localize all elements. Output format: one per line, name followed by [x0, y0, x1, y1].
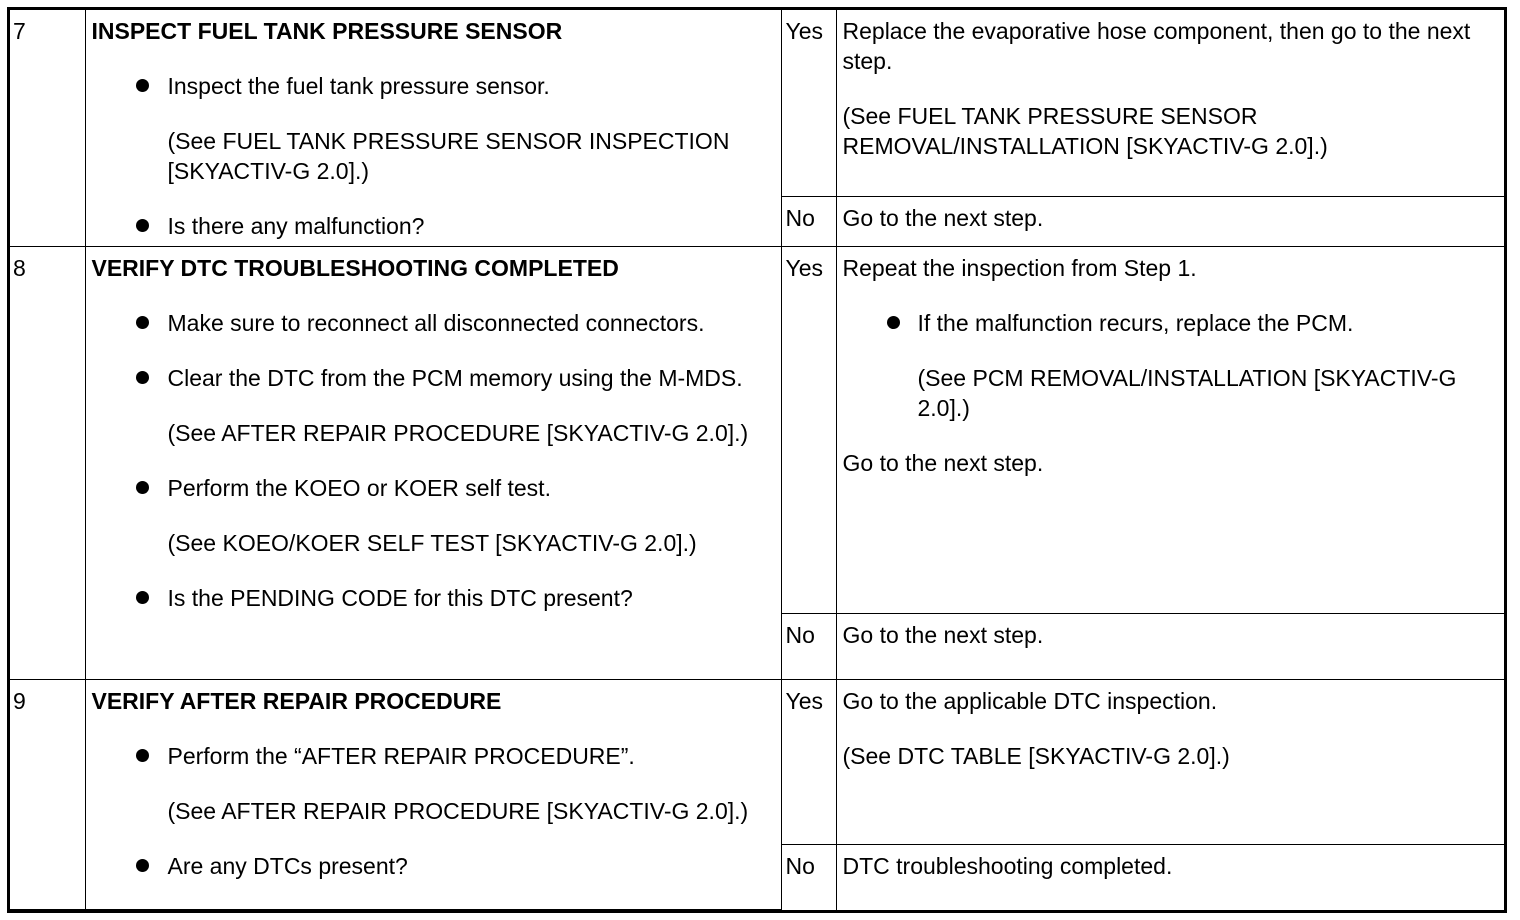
bullet-icon — [136, 316, 149, 329]
bullet-text: If the malfunction recurs, replace the PCM. — [917, 309, 1354, 336]
reference-link[interactable]: (See AFTER REPAIR PROCEDURE [SKYACTIV-G 2.0].) — [167, 797, 749, 824]
action-bullets — [843, 308, 1497, 423]
bullet-text: Perform the “AFTER REPAIR PROCEDURE”. — [167, 742, 635, 769]
step-title: VERIFY DTC TROUBLESHOOTING COMPLETED — [91, 254, 619, 281]
no-label: No — [781, 613, 836, 679]
action-text: Go to the next step. — [842, 449, 1044, 476]
action-text: Go to the applicable DTC inspection. — [842, 687, 1218, 714]
step-number: 9 — [10, 679, 85, 910]
reference-link[interactable]: (See DTC TABLE [SKYACTIV-G 2.0].) — [842, 742, 1230, 769]
step-description — [85, 246, 781, 679]
no-action: Go to the next step. — [836, 196, 1504, 246]
no-action: Go to the next step. — [836, 613, 1504, 679]
bullet-icon — [136, 859, 149, 872]
bullet-text: Make sure to reconnect all disconnected connectors. — [167, 309, 705, 336]
no-label: No — [781, 844, 836, 910]
step-description — [85, 10, 781, 246]
bullet-text: Clear the DTC from the PCM memory using the M-MDS. — [167, 364, 743, 391]
step-bullets — [92, 308, 781, 613]
bullet-icon — [136, 591, 149, 604]
step-row-7-yes — [10, 10, 1504, 196]
bullet-icon — [136, 371, 149, 384]
step-bullets — [92, 741, 781, 881]
step-bullets — [92, 71, 781, 241]
yes-action — [836, 10, 1504, 196]
bullet-item — [92, 363, 781, 448]
yes-label: Yes — [781, 246, 836, 613]
yes-label: Yes — [781, 679, 836, 844]
step-number: 8 — [10, 246, 85, 679]
bullet-item — [92, 851, 781, 881]
yes-action — [836, 246, 1504, 613]
action-text: Repeat the inspection from Step 1. — [842, 254, 1197, 281]
step-number: 7 — [10, 10, 85, 246]
bullet-item — [92, 583, 781, 613]
bullet-text: Is the PENDING CODE for this DTC present? — [167, 584, 633, 611]
bullet-item — [92, 211, 781, 241]
reference-link[interactable]: (See FUEL TANK PRESSURE SENSOR REMOVAL/INSTALLATION [SKYACTIV-G 2.0].) — [842, 103, 1328, 159]
step-title: INSPECT FUEL TANK PRESSURE SENSOR — [91, 18, 563, 44]
bullet-item — [92, 71, 781, 186]
step-row-9-yes — [10, 679, 1504, 844]
troubleshooting-table — [7, 7, 1507, 913]
bullet-item — [92, 473, 781, 558]
reference-link[interactable]: (See PCM REMOVAL/INSTALLATION [SKYACTIV-G 2.0].) — [917, 364, 1457, 421]
bullet-item — [843, 308, 1497, 423]
bullet-item — [92, 741, 781, 826]
reference-link[interactable]: (See FUEL TANK PRESSURE SENSOR INSPECTION [SKYACTIV-G 2.0].) — [167, 128, 730, 184]
bullet-icon — [136, 481, 149, 494]
bullet-text: Inspect the fuel tank pressure sensor. — [167, 73, 550, 99]
yes-label: Yes — [781, 10, 836, 196]
no-label: No — [781, 196, 836, 246]
yes-action — [836, 679, 1504, 844]
reference-link[interactable]: (See AFTER REPAIR PROCEDURE [SKYACTIV-G 2.0].) — [167, 419, 749, 446]
step-title: VERIFY AFTER REPAIR PROCEDURE — [91, 687, 502, 714]
no-action: DTC troubleshooting completed. — [836, 844, 1504, 910]
bullet-icon — [136, 79, 149, 92]
bullet-icon — [136, 219, 149, 232]
bullet-text: Is there any malfunction? — [167, 213, 425, 239]
step-row-8-yes — [10, 246, 1504, 613]
bullet-icon — [887, 316, 900, 329]
step-description — [85, 679, 781, 910]
action-text: Replace the evaporative hose component, then go to the next step. — [842, 18, 1471, 74]
bullet-item — [92, 308, 781, 338]
bullet-icon — [136, 749, 149, 762]
bullet-text: Are any DTCs present? — [167, 852, 408, 879]
bullet-text: Perform the KOEO or KOER self test. — [167, 474, 551, 501]
reference-link[interactable]: (See KOEO/KOER SELF TEST [SKYACTIV-G 2.0].) — [167, 529, 697, 556]
